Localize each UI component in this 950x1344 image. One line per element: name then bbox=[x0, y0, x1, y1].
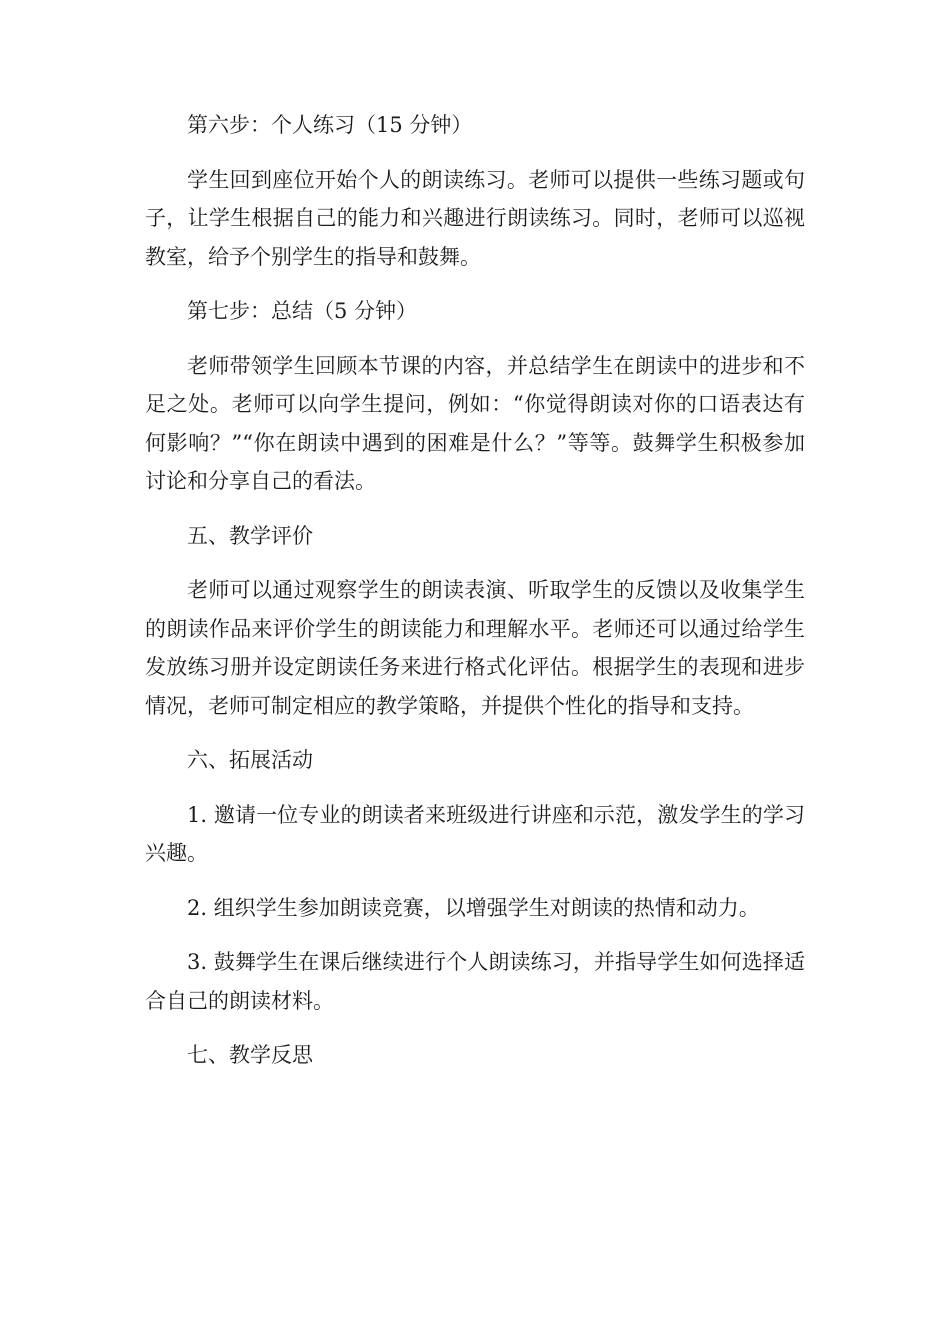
step-six-heading: 第六步：个人练习（15 分钟） bbox=[187, 113, 473, 137]
extension-item-2: 2. 组织学生参加朗读竞赛，以增强学生对朗读的热情和动力。 bbox=[187, 895, 760, 920]
step-seven-paragraph: 老师带领学生回顾本节课的内容，并总结学生在朗读中的进步和不足之处。老师可以向学生提问，例如：“你觉得朗读对你的口语表达有何影响？”“你在朗读中遇到的困难是什么？”等等。鼓舞学生积极参加讨论和分享自己的看法。 bbox=[145, 353, 805, 493]
step-six-paragraph: 学生回到座位开始个人的朗读练习。老师可以提供一些练习题或句子，让学生根据自己的能力和兴趣进行朗读练习。同时，老师可以巡视教室，给予个别学生的指导和鼓舞。 bbox=[145, 167, 805, 269]
extension-item-3: 3. 鼓舞学生在课后继续进行个人朗读练习，并指导学生如何选择适合自己的朗读材料。 bbox=[145, 950, 805, 1013]
section-five-paragraph: 老师可以通过观察学生的朗读表演、听取学生的反馈以及收集学生的朗读作品来评价学生的朗读能力和理解水平。老师还可以通过给学生发放练习册并设定朗读任务来进行格式化评估。根据学生的表现和进步情况，老师可制定相应的教学策略，并提供个性化的指导和支持。 bbox=[145, 578, 805, 718]
section-five-heading: 五、教学评价 bbox=[187, 523, 313, 548]
extension-item-1: 1. 邀请一位专业的朗读者来班级进行讲座和示范，激发学生的学习兴趣。 bbox=[145, 802, 805, 865]
document-body bbox=[145, 106, 805, 1091]
step-seven-heading: 第七步：总结（5 分钟） bbox=[187, 299, 418, 323]
section-six-heading: 六、拓展活动 bbox=[187, 748, 313, 772]
section-seven-heading: 七、教学反思 bbox=[187, 1043, 313, 1067]
